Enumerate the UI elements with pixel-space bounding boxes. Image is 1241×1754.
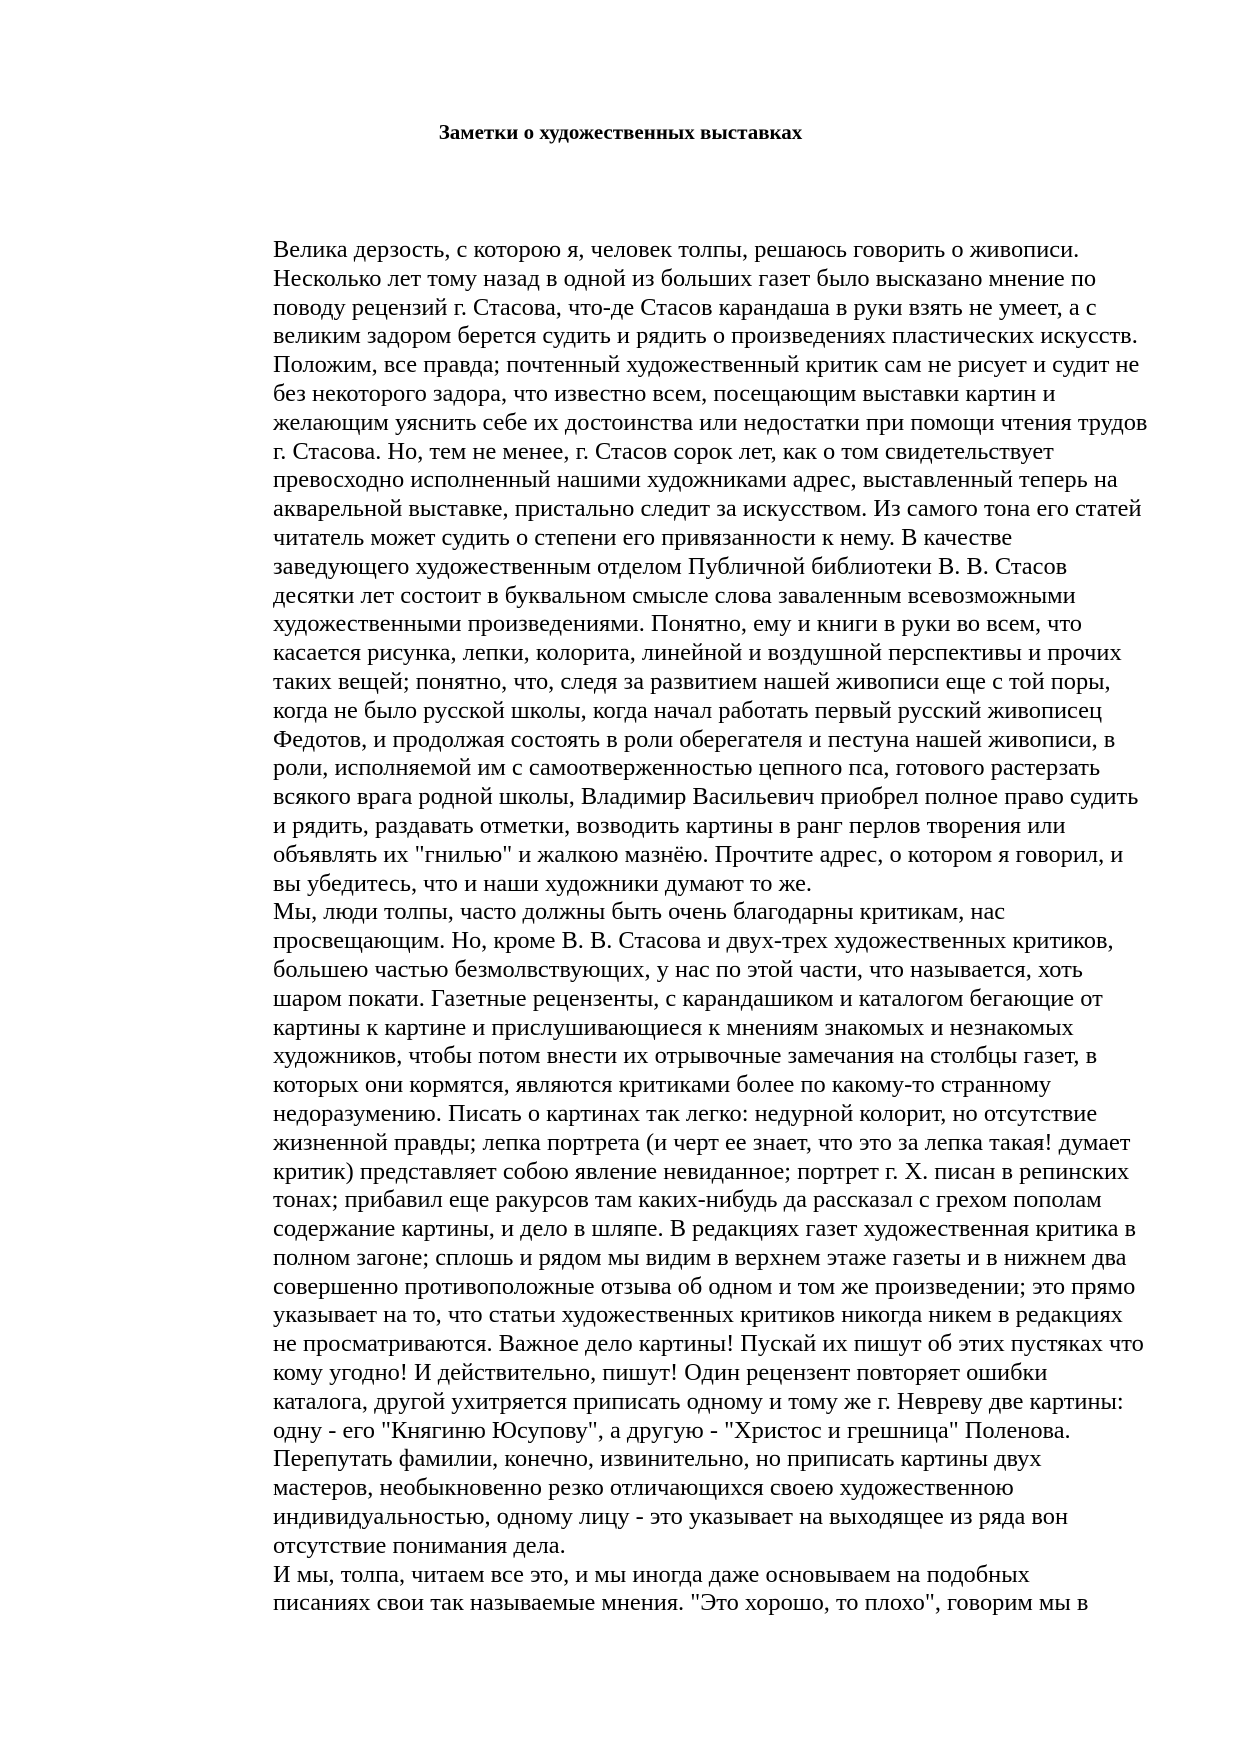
- text-line: Федотов, и продолжая состоять в роли оберегателя и пестуна нашей живописи, в: [273, 725, 1116, 753]
- text-line: большею частью безмолвствующих, у нас по этой части, что называется, хоть: [273, 955, 1083, 983]
- text-line: художественными произведениями. Понятно, ему и книги в руки во всем, что: [273, 610, 1082, 638]
- text-line: и рядить, раздавать отметки, возводить картины в ранг перлов творения или: [273, 811, 1066, 839]
- text-line: совершенно противоположные отзыва об одном и том же произведении; это прямо: [273, 1272, 1136, 1300]
- text-line: великим задором берется судить и рядить о произведениях пластических искусств.: [273, 322, 1138, 350]
- paragraph: [256, 1561, 1162, 1619]
- text-line: отсутствие понимания дела.: [273, 1531, 566, 1559]
- text-line: одну - его "Княгиню Юсупову", а другую - "Христос и грешница" Поленова.: [273, 1416, 1071, 1444]
- text-line: Положим, все правда; почтенный художественный критик сам не рисует и судит не: [273, 351, 1140, 379]
- text-line: писаниях свои так называемые мнения. "Это хорошо, то плохо", говорим мы в: [273, 1589, 1089, 1617]
- text-line: Велика дерзость, с которою я, человек толпы, решаюсь говорить о живописи.: [273, 236, 1080, 263]
- text-line: Мы, люди толпы, часто должны быть очень благодарны критикам, нас: [273, 898, 1006, 926]
- text-line: поводу рецензий г. Стасова, что-де Стасов карандаша в руки взять не умеет, а с: [273, 293, 1097, 321]
- text-line: жизненной правды; лепка портрета (и черт ее знает, что это за лепка такая! думает: [273, 1128, 1131, 1156]
- text-line: всякого врага родной школы, Владимир Васильевич приобрел полное право судить: [273, 783, 1139, 811]
- text-line: художников, чтобы потом внести их отрывочные замечания на столбцы газет, в: [273, 1042, 1098, 1070]
- text-line: роли, исполняемой им с самоотверженностью цепного пса, готового растерзать: [273, 754, 1101, 782]
- text-line: каталога, другой ухитряется приписать одному и тому же г. Невреву две картины:: [273, 1387, 1124, 1415]
- text-line: мастеров, необыкновенно резко отличающихся своею художественною: [273, 1474, 1014, 1502]
- text-line: таких вещей; понятно, что, следя за развитием нашей живописи еще с той поры,: [273, 667, 1111, 695]
- text-line: недоразумению. Писать о картинах так легко: недурной колорит, но отсутствие: [273, 1099, 1098, 1127]
- text-line: критик) представляет собою явление невиданное; портрет г. X. писан в репинских: [273, 1157, 1130, 1185]
- text-line: не просматриваются. Важное дело картины! Пускай их пишут об этих пустяках что: [273, 1330, 1144, 1358]
- text-line: которых они кормятся, являются критиками более по какому-то странному: [273, 1071, 1052, 1099]
- text-line: содержание картины, и дело в шляпе. В редакциях газет художественная критика в: [273, 1215, 1137, 1243]
- text-line: объявлять их "гнилью" и жалкою мазнёю. Прочтите адрес, о котором я говорил, и: [273, 840, 1124, 868]
- text-line: желающим уяснить себе их достоинства или недостатки при помощи чтения трудов: [273, 408, 1148, 436]
- text-line: шаром покати. Газетные рецензенты, с карандашиком и каталогом бегающие от: [273, 984, 1103, 1012]
- paragraph: [256, 898, 1162, 1560]
- text-line: И мы, толпа, читаем все это, и мы иногда даже основываем на подобных: [273, 1560, 1030, 1588]
- text-line: просвещающим. Но, кроме В. В. Стасова и двух-трех художественных критиков,: [273, 927, 1114, 955]
- text-line: акварельной выставке, пристально следит за искусством. Из самого тона его статей: [273, 495, 1142, 523]
- text-line: заведующего художественным отделом Публичной библиотеки В. В. Стасов: [273, 552, 1068, 580]
- paragraph: [256, 236, 1162, 898]
- text-line: тонах; прибавил еще ракурсов там каких-нибудь да рассказал с грехом пополам: [273, 1186, 1102, 1214]
- text-line: индивидуальностью, одному лицу - это указывает на выходящее из ряда вон: [273, 1503, 1068, 1531]
- document-title: Заметки о художественных выставках: [438, 120, 803, 144]
- text-line: касается рисунка, лепки, колорита, линейной и воздушной перспективы и прочих: [273, 639, 1122, 667]
- text-line: г. Стасова. Но, тем не менее, г. Стасов сорок лет, как о том свидетельствует: [273, 437, 1054, 465]
- text-line: без некоторого задора, что известно всем, посещающим выставки картин и: [273, 379, 1056, 407]
- text-line: вы убедитесь, что и наши художники думают то же.: [273, 869, 813, 897]
- text-line: кому угодно! И действительно, пишут! Один рецензент повторяет ошибки: [273, 1359, 1048, 1387]
- text-line: десятки лет состоит в буквальном смысле слова заваленным всевозможными: [273, 581, 1076, 609]
- text-line: читатель может судить о степени его привязанности к нему. В качестве: [273, 523, 1013, 551]
- text-line: указывает на то, что статьи художественных критиков никогда никем в редакциях: [273, 1301, 1123, 1329]
- text-line: Несколько лет тому назад в одной из больших газет было высказано мнение по: [273, 264, 1097, 292]
- document-body: [256, 236, 1162, 1618]
- text-line: превосходно исполненный нашими художниками адрес, выставленный теперь на: [273, 466, 1118, 494]
- text-line: когда не было русской школы, когда начал работать первый русский живописец: [273, 696, 1103, 724]
- text-line: полном загоне; сплошь и рядом мы видим в верхнем этаже газеты и в нижнем два: [273, 1243, 1127, 1271]
- text-line: картины к картине и прислушивающиеся к мнениям знакомых и незнакомых: [273, 1013, 1074, 1041]
- text-line: Перепутать фамилии, конечно, извинительно, но приписать картины двух: [273, 1445, 1042, 1473]
